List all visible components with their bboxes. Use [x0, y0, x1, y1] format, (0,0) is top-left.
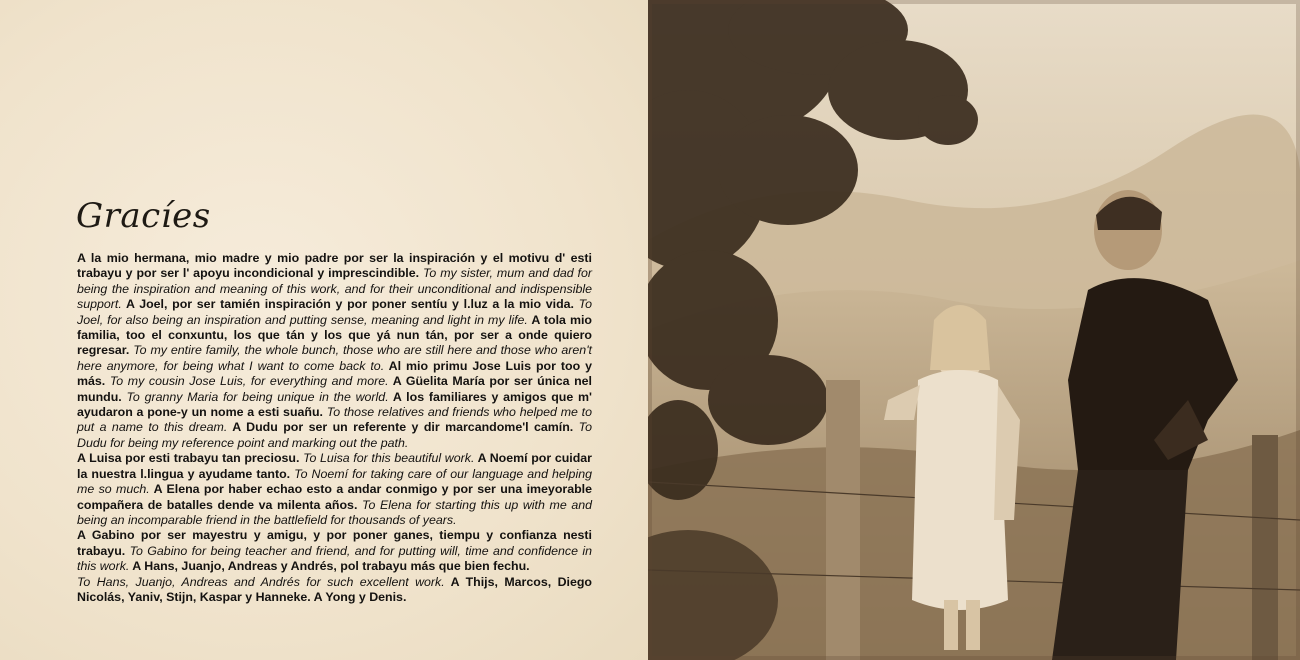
- asturian-text: A los familiares y amigos que m' ayudaron a pone-y un nome a esti suañu.: [77, 389, 592, 420]
- asturian-text: A tola mio familia, too el conxuntu, los que tán y los que yá nun tán, por ser a onde quiero regresar.: [77, 312, 592, 358]
- photo-artwork: [648, 0, 1300, 660]
- asturian-text: A Gabino por ser mayestru y amigu, y por poner ganes, tiempu y confianza nesti trabayu.: [77, 528, 592, 558]
- english-translation: To Joel, for also being an inspiration and putting sense, meaning and light in my life.: [77, 297, 593, 327]
- acknowledgement-paragraph: [77, 251, 592, 451]
- english-translation: To Dudu for being my reference point and marking out the path.: [77, 420, 592, 450]
- acknowledgement-paragraph: [77, 528, 592, 574]
- left-page: [0, 0, 648, 660]
- asturian-text: A Joel, por ser tamién inspiración y por poner sentíu y l.luz a la mio vida.: [121, 297, 574, 312]
- asturian-text: A la mio hermana, mio madre y mio padre por ser la inspiración y el motivu d' esti trabayu y por ser l' apoyu incondicional y imprescindible.: [77, 251, 592, 281]
- english-translation: To those relatives and friends who helped me to put a name to this dream.: [77, 405, 593, 435]
- english-translation: To my sister, mum and dad for being the inspiration and meaning of this work, and for their unconditional and indispensible support.: [77, 266, 592, 312]
- acknowledgement-paragraph: [77, 575, 592, 606]
- asturian-text: A Hans, Juanjo, Andreas y Andrés, pol trabayu más que bien fechu.: [129, 559, 530, 574]
- asturian-text: A Noemí por cuidar la nuestra l.lingua y ayudame tanto.: [77, 451, 593, 481]
- asturian-text: A Dudu por ser un referente y dir marcandome'l camín.: [227, 420, 574, 435]
- acknowledgements-text: [77, 251, 592, 605]
- page-title: Gracíes: [76, 196, 211, 236]
- asturian-text: A Güelita María por ser única nel mundu.: [77, 374, 592, 404]
- sepia-photograph: [648, 0, 1300, 660]
- english-translation: To Hans, Juanjo, Andreas and Andrés for such excellent work.: [77, 574, 445, 589]
- english-translation: To Noemí for taking care of our language and helping me so much.: [77, 466, 592, 497]
- english-translation: To Elena for starting this up with me and being an incomparable friend in the battlefield for thousands of years.: [77, 497, 592, 527]
- english-translation: To granny Maria for being unique in the world.: [121, 389, 389, 404]
- english-translation: To my cousin Jose Luis, for everything and more.: [105, 374, 389, 389]
- asturian-text: Al mio primu Jose Luis por too y más.: [77, 358, 592, 389]
- acknowledgement-paragraph: [77, 451, 592, 528]
- english-translation: To my entire family, the whole bunch, those who are still here and those who aren't here anymore, for being what I want to come back to.: [77, 343, 592, 373]
- english-translation: To Gabino for being teacher and friend, and for putting will, time and confidence in this work.: [77, 543, 592, 574]
- asturian-text: A Elena por haber echao esto a andar conmigo y por ser una imeyorable compañera de batalles dende va milenta años.: [77, 482, 592, 512]
- asturian-text: A Thijs, Marcos, Diego Nicolás, Yaniv, Stijn, Kaspar y Hanneke. A Yong y Denis.: [77, 574, 592, 604]
- english-translation: To Luisa for this beautiful work.: [299, 451, 475, 466]
- asturian-text: A Luisa por esti trabayu tan preciosu.: [77, 451, 300, 466]
